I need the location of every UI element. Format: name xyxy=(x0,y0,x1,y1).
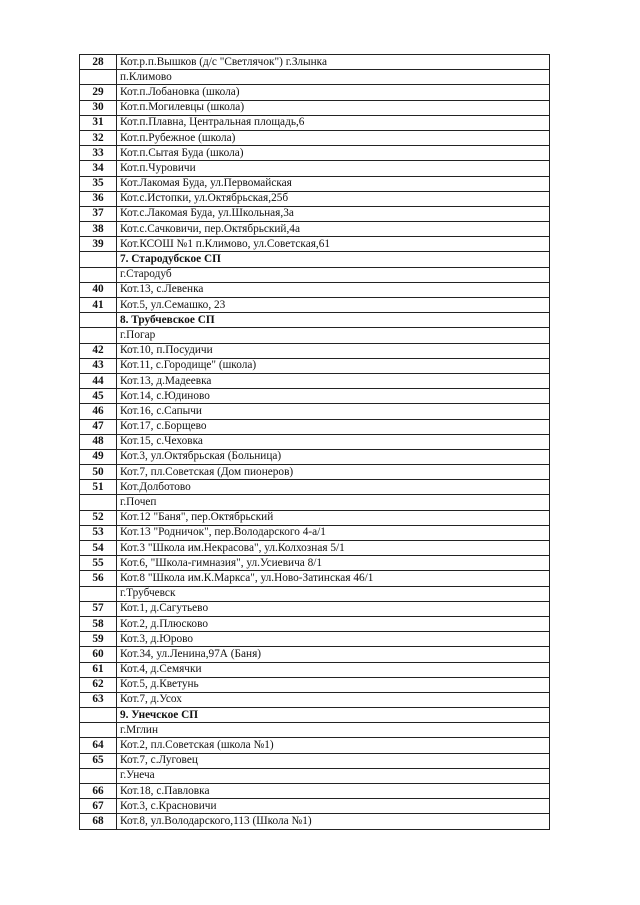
table-row xyxy=(80,130,550,145)
row-number: 61 xyxy=(80,662,117,677)
row-number: 42 xyxy=(80,343,117,358)
boiler-name: Кот.с.Сачковичи, пер.Октябрьский,4а xyxy=(117,222,550,237)
table-row xyxy=(80,632,550,647)
row-number: 66 xyxy=(80,784,117,799)
boiler-name: Кот.5, ул.Семашко, 23 xyxy=(117,298,550,313)
boiler-list-table xyxy=(79,54,550,830)
row-number xyxy=(80,723,117,738)
row-number: 52 xyxy=(80,510,117,525)
table-row xyxy=(80,100,550,115)
section-header-row xyxy=(80,313,550,328)
place-name: г.Стародуб xyxy=(117,267,550,282)
table-row xyxy=(80,814,550,829)
boiler-name: Кот.12 "Баня", пер.Октябрьский xyxy=(117,510,550,525)
row-number: 67 xyxy=(80,799,117,814)
boiler-name: Кот.18, с.Павловка xyxy=(117,784,550,799)
table-row xyxy=(80,55,550,70)
table-body xyxy=(80,55,550,830)
row-number: 36 xyxy=(80,191,117,206)
row-number xyxy=(80,495,117,510)
boiler-name: Кот.п.Рубежное (школа) xyxy=(117,130,550,145)
row-number xyxy=(80,70,117,85)
table-row xyxy=(80,176,550,191)
boiler-name: Кот.1, д.Сагутьево xyxy=(117,601,550,616)
row-number: 34 xyxy=(80,161,117,176)
row-number: 28 xyxy=(80,55,117,70)
section-title: 7. Стародубское СП xyxy=(117,252,550,267)
boiler-name: Кот.2, д.Плюсково xyxy=(117,616,550,631)
boiler-name: Кот.Долботово xyxy=(117,480,550,495)
boiler-name: Кот.4, д.Семячки xyxy=(117,662,550,677)
place-row xyxy=(80,768,550,783)
place-row xyxy=(80,70,550,85)
table-row xyxy=(80,616,550,631)
row-number: 37 xyxy=(80,206,117,221)
row-number: 50 xyxy=(80,465,117,480)
table-row xyxy=(80,191,550,206)
boiler-name: Кот.11, с.Городище" (школа) xyxy=(117,358,550,373)
row-number: 43 xyxy=(80,358,117,373)
table-row xyxy=(80,146,550,161)
boiler-name: Кот.10, п.Посудичи xyxy=(117,343,550,358)
place-row xyxy=(80,495,550,510)
table-row xyxy=(80,784,550,799)
boiler-name: Кот.3, д.Юрово xyxy=(117,632,550,647)
boiler-name: Кот.3 "Школа им.Некрасова", ул.Колхозная 5/1 xyxy=(117,541,550,556)
boiler-name: Кот.13 "Родничок", пер.Володарского 4-а/1 xyxy=(117,525,550,540)
row-number: 30 xyxy=(80,100,117,115)
row-number: 68 xyxy=(80,814,117,829)
boiler-name: Кот.5, д.Кветунь xyxy=(117,677,550,692)
boiler-name: Кот.с.Лакомая Буда, ул.Школьная,3а xyxy=(117,206,550,221)
row-number: 48 xyxy=(80,434,117,449)
table-row xyxy=(80,419,550,434)
boiler-name: Кот.13, д.Мадеевка xyxy=(117,373,550,388)
table-row xyxy=(80,480,550,495)
table-row xyxy=(80,677,550,692)
place-name: г.Трубчевск xyxy=(117,586,550,601)
row-number: 60 xyxy=(80,647,117,662)
row-number xyxy=(80,267,117,282)
boiler-name: Кот.14, с.Юдиново xyxy=(117,389,550,404)
table-row xyxy=(80,343,550,358)
table-row xyxy=(80,373,550,388)
row-number: 45 xyxy=(80,389,117,404)
boiler-name: Кот.7, д.Усох xyxy=(117,692,550,707)
place-name: г.Мглин xyxy=(117,723,550,738)
boiler-name: Кот.3, ул.Октябрьская (Больница) xyxy=(117,449,550,464)
section-title: 8. Трубчевское СП xyxy=(117,313,550,328)
place-row xyxy=(80,328,550,343)
boiler-name: Кот.п.Могилевцы (школа) xyxy=(117,100,550,115)
boiler-name: Кот.17, с.Борщево xyxy=(117,419,550,434)
boiler-name: Кот.п.Лобановка (школа) xyxy=(117,85,550,100)
row-number: 64 xyxy=(80,738,117,753)
row-number: 54 xyxy=(80,541,117,556)
table-row xyxy=(80,601,550,616)
table-row xyxy=(80,571,550,586)
row-number: 59 xyxy=(80,632,117,647)
boiler-name: Кот.п.Сытая Буда (школа) xyxy=(117,146,550,161)
row-number: 39 xyxy=(80,237,117,252)
row-number xyxy=(80,768,117,783)
boiler-name: Кот.КСОШ №1 п.Климово, ул.Советская,61 xyxy=(117,237,550,252)
row-number: 56 xyxy=(80,571,117,586)
row-number: 51 xyxy=(80,480,117,495)
table-row xyxy=(80,753,550,768)
row-number: 40 xyxy=(80,282,117,297)
row-number: 47 xyxy=(80,419,117,434)
row-number: 46 xyxy=(80,404,117,419)
boiler-name: Кот.15, с.Чеховка xyxy=(117,434,550,449)
table-row xyxy=(80,541,550,556)
section-title: 9. Унечское СП xyxy=(117,708,550,723)
boiler-name: Кот.6, "Школа-гимназия", ул.Усиевича 8/1 xyxy=(117,556,550,571)
table-row xyxy=(80,115,550,130)
boiler-name: Кот.7, пл.Советская (Дом пионеров) xyxy=(117,465,550,480)
section-header-row xyxy=(80,252,550,267)
boiler-name: Кот.13, с.Левенка xyxy=(117,282,550,297)
boiler-name: Кот.п.Чуровичи xyxy=(117,161,550,176)
boiler-name: Кот.р.п.Вышков (д/с "Светлячок") г.Злынка xyxy=(117,55,550,70)
table-row xyxy=(80,282,550,297)
table-row xyxy=(80,799,550,814)
table-row xyxy=(80,738,550,753)
row-number xyxy=(80,708,117,723)
table-row xyxy=(80,449,550,464)
boiler-name: Кот.Лакомая Буда, ул.Первомайская xyxy=(117,176,550,191)
table-row xyxy=(80,358,550,373)
table-row xyxy=(80,85,550,100)
row-number: 32 xyxy=(80,130,117,145)
table-row xyxy=(80,692,550,707)
boiler-name: Кот.с.Истопки, ул.Октябрьская,25б xyxy=(117,191,550,206)
row-number: 29 xyxy=(80,85,117,100)
row-number xyxy=(80,586,117,601)
table-row xyxy=(80,404,550,419)
table-row xyxy=(80,525,550,540)
row-number: 55 xyxy=(80,556,117,571)
row-number: 31 xyxy=(80,115,117,130)
place-name: п.Климово xyxy=(117,70,550,85)
table-row xyxy=(80,434,550,449)
boiler-name: Кот.п.Плавна, Центральная площадь,6 xyxy=(117,115,550,130)
table-row xyxy=(80,206,550,221)
row-number xyxy=(80,313,117,328)
table-row xyxy=(80,161,550,176)
row-number: 58 xyxy=(80,616,117,631)
table-row xyxy=(80,647,550,662)
boiler-name: Кот.8 "Школа им.К.Маркса", ул.Ново-Затинская 46/1 xyxy=(117,571,550,586)
section-header-row xyxy=(80,708,550,723)
row-number: 53 xyxy=(80,525,117,540)
row-number: 41 xyxy=(80,298,117,313)
place-row xyxy=(80,723,550,738)
boiler-name: Кот.34, ул.Ленина,97А (Баня) xyxy=(117,647,550,662)
row-number xyxy=(80,252,117,267)
place-name: г.Унеча xyxy=(117,768,550,783)
place-row xyxy=(80,267,550,282)
row-number: 44 xyxy=(80,373,117,388)
place-row xyxy=(80,586,550,601)
boiler-name: Кот.8, ул.Володарского,113 (Школа №1) xyxy=(117,814,550,829)
row-number: 33 xyxy=(80,146,117,161)
table-row xyxy=(80,465,550,480)
table-row xyxy=(80,389,550,404)
row-number xyxy=(80,328,117,343)
boiler-name: Кот.16, с.Сапычи xyxy=(117,404,550,419)
boiler-name: Кот.2, пл.Советская (школа №1) xyxy=(117,738,550,753)
boiler-name: Кот.7, с.Луговец xyxy=(117,753,550,768)
table-row xyxy=(80,510,550,525)
table-row xyxy=(80,298,550,313)
place-name: г.Погар xyxy=(117,328,550,343)
table-row xyxy=(80,662,550,677)
row-number: 63 xyxy=(80,692,117,707)
table-row xyxy=(80,222,550,237)
row-number: 57 xyxy=(80,601,117,616)
table-row xyxy=(80,237,550,252)
place-name: г.Почеп xyxy=(117,495,550,510)
row-number: 65 xyxy=(80,753,117,768)
row-number: 38 xyxy=(80,222,117,237)
row-number: 35 xyxy=(80,176,117,191)
table-row xyxy=(80,556,550,571)
row-number: 62 xyxy=(80,677,117,692)
row-number: 49 xyxy=(80,449,117,464)
boiler-name: Кот.3, с.Красновичи xyxy=(117,799,550,814)
